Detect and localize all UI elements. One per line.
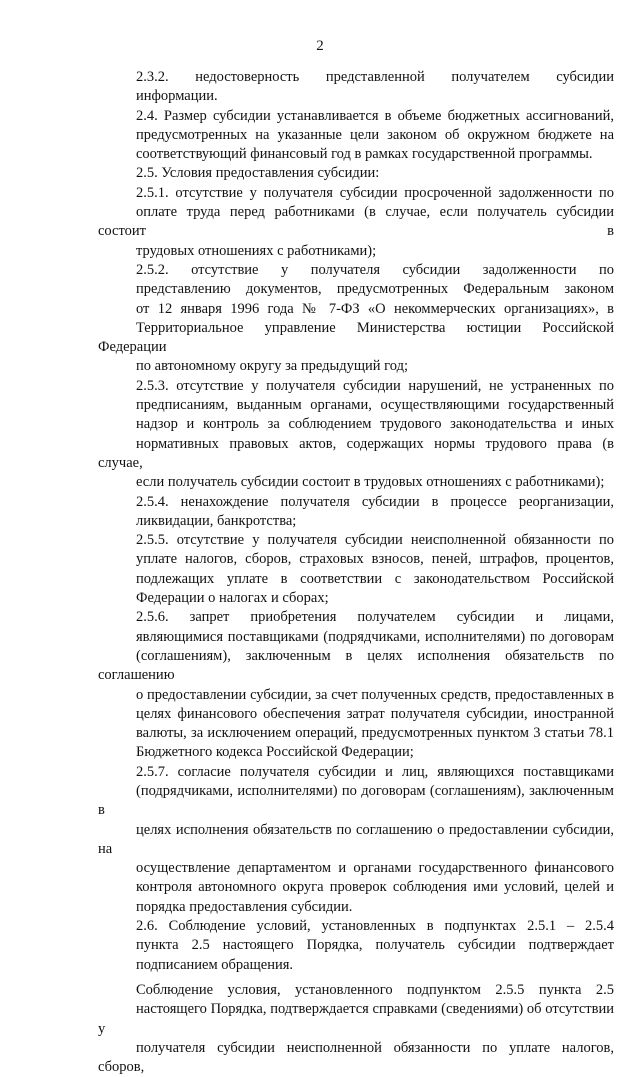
text-line: нормативных правовых актов, содержащих нормы трудового права (в случае, <box>98 435 614 471</box>
paragraph <box>98 377 614 493</box>
text-line: подлежащих уплате в соответствии с законодательством Российской <box>136 570 614 587</box>
text-line: осуществление департаментом и органами государственного финансового <box>136 860 614 877</box>
paragraph <box>98 608 614 762</box>
text-line: порядка предоставления субсидии. <box>136 898 353 915</box>
text-line: предусмотренных на указанные цели законом об окружном бюджете на <box>136 126 614 143</box>
text-line: целях исполнения обязательств по соглашению о предоставлении субсидии, на <box>98 821 614 857</box>
text-line: настоящего Порядка, подтверждается справками (сведениями) об отсутствии у <box>98 1001 614 1037</box>
text-line: соответствующий финансовый год в рамках государственной программы. <box>136 146 593 163</box>
text-line: уплате налогов, сборов, страховых взносов, пеней, штрафов, процентов, <box>136 551 614 568</box>
text-line: 2.5.6. запрет приобретения получателем субсидии и лицами, <box>136 609 614 626</box>
paragraph <box>98 763 614 917</box>
text-line: если получатель субсидии состоит в трудовых отношениях с работниками); <box>136 474 605 491</box>
paragraph <box>98 261 614 377</box>
text-line: получателя субсидии неисполненной обязанности по уплате налогов, сборов, <box>98 1039 614 1076</box>
text-line: 2.6. Соблюдение условий, установленных в подпунктах 2.5.1 – 2.5.4 <box>136 918 614 935</box>
text-line: 2.3.2. недостоверность представленной получателем субсидии <box>136 69 614 85</box>
text-line: информации. <box>136 88 218 105</box>
text-line: 2.5.1. отсутствие у получателя субсидии просроченной задолженности по <box>136 184 614 201</box>
text-line: 2.5.3. отсутствие у получателя субсидии нарушений, не устраненных по <box>136 377 614 394</box>
text-line: пункта 2.5 настоящего Порядка, получатель субсидии подтверждает <box>136 937 614 954</box>
text-line: ликвидации, банкротства; <box>136 512 297 529</box>
paragraph <box>98 917 614 975</box>
text-line: представлению документов, предусмотренных Федеральным законом <box>136 281 614 298</box>
paragraph <box>98 184 614 261</box>
text-line: надзор и контроль за соблюдением трудового законодательства и иных <box>136 416 614 433</box>
text-line: контроля автономного округа проверок соблюдения ими условий, целей и <box>136 879 614 896</box>
text-line: (соглашениям), заключенным в целях исполнения обязательств по соглашению <box>98 647 614 684</box>
text-line: подписанием обращения. <box>136 956 294 973</box>
text-line: о предоставлении субсидии, за счет полученных средств, предоставленных в <box>136 686 614 703</box>
page-number: 2 <box>316 38 324 54</box>
paragraph <box>98 493 614 532</box>
text-line: оплате труда перед работниками (в случае, если получатель субсидии состоит в <box>98 204 614 240</box>
text-line: 2.5.7. согласие получателя субсидии и лиц, являющихся поставщиками <box>136 763 614 780</box>
paragraph <box>98 164 614 183</box>
text-line: по автономному округу за предыдущий год; <box>136 358 408 375</box>
text-line: 2.4. Размер субсидии устанавливается в объеме бюджетных ассигнований, <box>136 107 614 124</box>
text-line: предписаниям, выданным органами, осуществляющими государственный <box>136 397 614 414</box>
text-line: Соблюдение условия, установленного подпунктом 2.5.5 пункта 2.5 <box>136 981 614 998</box>
text-line: трудовых отношениях с работниками); <box>136 242 377 259</box>
text-line: 2.5.2. отсутствие у получателя субсидии задолженности по <box>136 261 614 278</box>
paragraph <box>98 981 614 1077</box>
paragraph <box>98 68 614 107</box>
text-line: (подрядчиками, исполнителями) по договорам (соглашениям), заключенным в <box>98 782 614 819</box>
text-line: 2.5.5. отсутствие у получателя субсидии неисполненной обязанности по <box>136 532 614 549</box>
text-line: являющимися поставщиками (подрядчиками, исполнителями) по договорам <box>136 628 614 645</box>
paragraph <box>98 107 614 165</box>
text-line: валюты, за исключением операций, предусмотренных пунктом 3 статьи 78.1 <box>136 725 614 742</box>
text-line: 2.5.4. ненахождение получателя субсидии в процессе реорганизации, <box>136 493 614 510</box>
document-body <box>98 68 614 1077</box>
paragraph <box>98 531 614 608</box>
text-line: Бюджетного кодекса Российской Федерации; <box>136 744 414 761</box>
text-line: от 12 января 1996 года № 7-ФЗ «О некоммерческих организациях», в <box>136 300 614 317</box>
text-line: Федерации о налогах и сборах; <box>136 590 329 607</box>
text-line: 2.5. Условия предоставления субсидии: <box>136 165 380 182</box>
text-line: целях финансового обеспечения затрат получателя субсидии, иностранной <box>136 705 614 722</box>
text-line: Территориальное управление Министерства юстиции Российской Федерации <box>98 319 614 356</box>
